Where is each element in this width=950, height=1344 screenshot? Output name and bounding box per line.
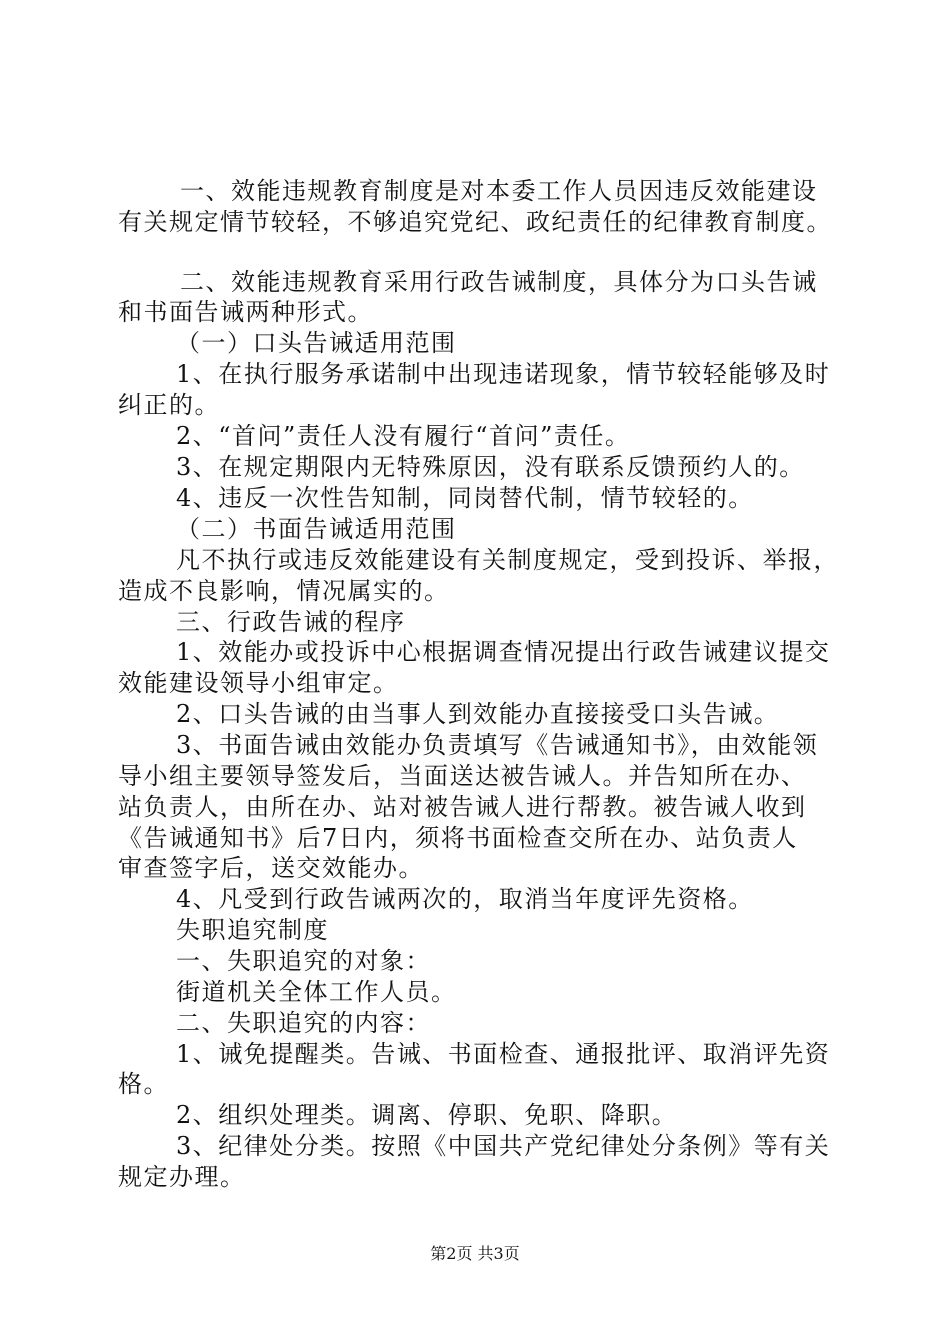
text-line: 凡不执行或违反效能建设有关制度规定，受到投诉、举报， (176, 546, 839, 574)
text-line: 一、失职追究的对象： (176, 947, 431, 975)
text-line: 3、书面告诫由效能办负责填写《告诫通知书》，由效能领 (176, 731, 819, 759)
text-line: 有关规定情节较轻，不够追究党纪、政纪责任的纪律教育制度。 (118, 208, 832, 236)
text-line: 2、组织处理类。调离、停职、免职、降职。 (176, 1101, 678, 1129)
text-line: （二）书面告诫适用范围 (176, 515, 457, 543)
text-line: 1、诫免提醒类。告诫、书面检查、通报批评、取消评先资 (176, 1040, 831, 1068)
text-line: 2、口头告诫的由当事人到效能办直接接受口头告诫。 (176, 700, 780, 728)
text-line: 站负责人，由所在办、站对被告诫人进行帮教。被告诫人收到 (118, 793, 807, 821)
text-line: 街道机关全体工作人员。 (176, 978, 457, 1006)
text-line: 纠正的。 (118, 391, 220, 419)
text-line: 和书面告诫两种形式。 (118, 298, 373, 326)
page-number-footer: 第2页 共3页 (430, 1244, 520, 1263)
text-line: 审查签字后，送交效能办。 (118, 854, 424, 882)
text-line: 效能建设领导小组审定。 (118, 669, 399, 697)
text-line: 2、“首问”责任人没有履行“首问”责任。 (176, 422, 631, 450)
text-line: 失职追究制度 (176, 916, 329, 944)
text-line: （一）口头告诫适用范围 (176, 329, 457, 357)
text-line: 二、效能违规教育采用行政告诫制度，具体分为口头告诫 (180, 268, 818, 296)
text-line: 二、失职追究的内容： (176, 1009, 431, 1037)
text-line: 导小组主要领导签发后，当面送达被告诫人。并告知所在办、 (118, 762, 807, 790)
text-line: 3、在规定期限内无特殊原因，没有联系反馈预约人的。 (176, 453, 805, 481)
text-line: 一、效能违规教育制度是对本委工作人员因违反效能建设 (180, 177, 818, 205)
text-line: 规定办理。 (118, 1163, 246, 1191)
text-line: 1、效能办或投诉中心根据调查情况提出行政告诫建议提交 (176, 638, 831, 666)
text-line: 4、违反一次性告知制，同岗替代制，情节较轻的。 (176, 484, 754, 512)
text-line: 三、行政告诫的程序 (176, 608, 406, 636)
text-line: 4、凡受到行政告诫两次的，取消当年度评先资格。 (176, 885, 754, 913)
text-line: 造成不良影响，情况属实的。 (118, 577, 450, 605)
text-line: 格。 (118, 1070, 169, 1098)
text-line: 3、纪律处分类。按照《中国共产党纪律处分条例》等有关 (176, 1132, 831, 1160)
text-line: 《告诫通知书》后7日内，须将书面检查交所在办、站负责人 (118, 824, 798, 852)
text-line: 1、在执行服务承诺制中出现违诺现象，情节较轻能够及时 (176, 360, 831, 388)
